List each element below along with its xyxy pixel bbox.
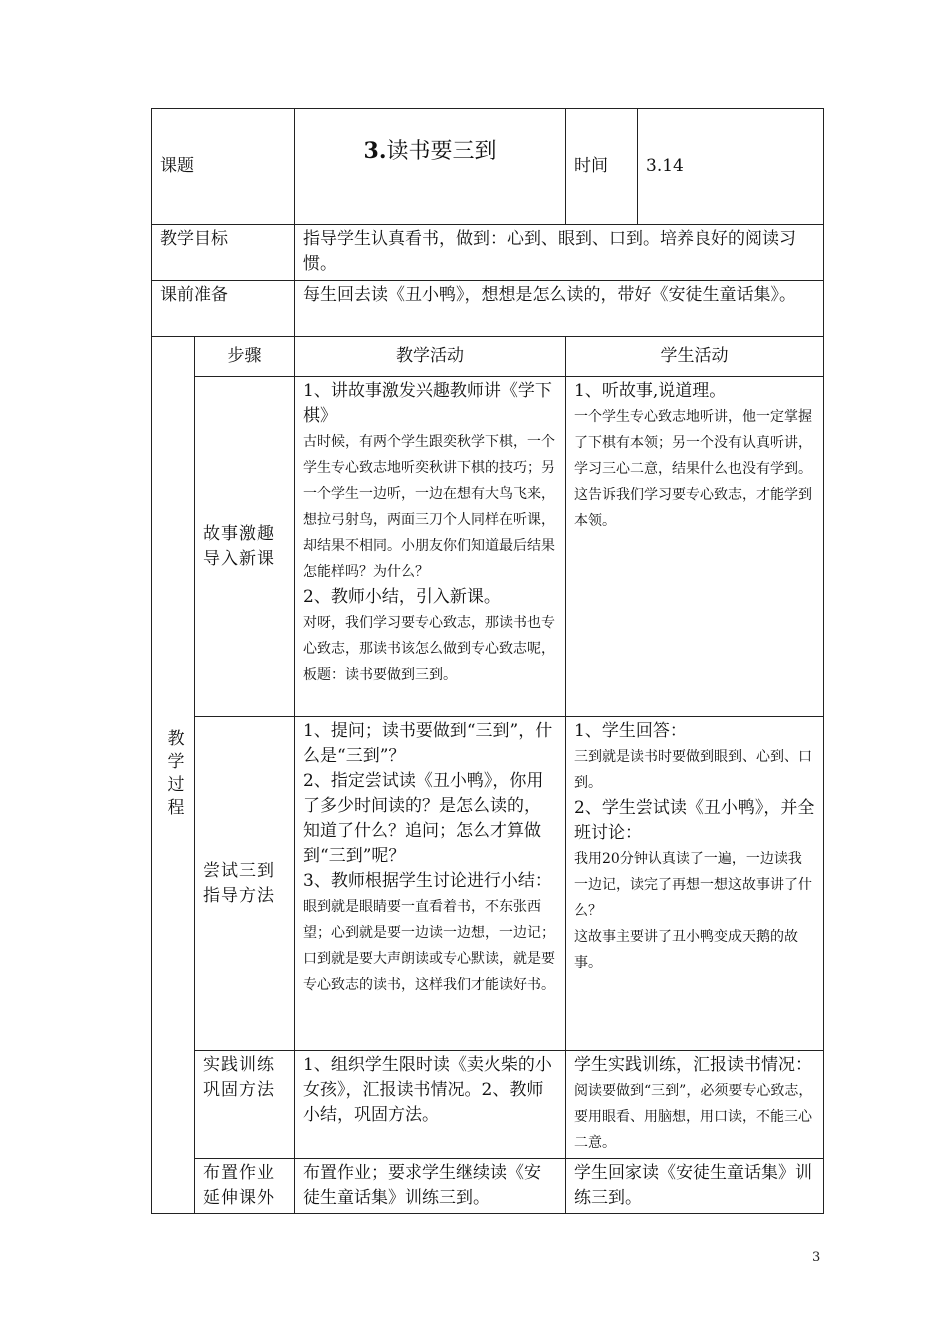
step-name: 尝试三到指导方法 <box>195 717 295 1051</box>
teacher-activity <box>295 1159 566 1214</box>
student-activity <box>566 717 824 1051</box>
time-value: 3.14 <box>638 109 824 225</box>
lesson-title <box>295 109 566 225</box>
activity-paragraph: 2、教师小结，引入新课。 <box>303 587 501 607</box>
activity-paragraph: 眼到就是眼睛要一直看着书，不东张西望；心到就是要一边读一边想，一边记；口到就是要大声朗读或专心默读，就是要专心致志的读书，这样我们才能读好书。 <box>303 899 555 993</box>
activity-paragraph: 我用20分钟认真读了一遍，一边读我一边记，读完了再想一想这故事讲了什么？ <box>574 851 813 919</box>
prep-text: 每生回去读《丑小鸭》，想想是怎么读的，带好《安徒生童话集》。 <box>295 281 824 337</box>
goal-label: 教学目标 <box>152 225 295 281</box>
activity-paragraph: 学生回家读《安徒生童话集》训练三到。 <box>574 1163 813 1208</box>
page-number: 3 <box>812 1250 821 1265</box>
activity-paragraph: 2、学生尝试读《丑小鸭》，并全班讨论： <box>574 798 815 843</box>
student-activity <box>566 377 824 717</box>
lesson-plan-table <box>151 108 824 1214</box>
time-label: 时间 <box>566 109 638 225</box>
activity-paragraph: 1、听故事,说道理。 <box>574 381 727 401</box>
goal-text: 指导学生认真看书，做到：心到、眼到、口到。培养良好的阅读习惯。 <box>295 225 824 281</box>
activity-paragraph: 1、讲故事激发兴趣教师讲《学下棋》 <box>303 381 552 426</box>
step-name: 实践训练巩固方法 <box>195 1051 295 1159</box>
activity-paragraph: 1、组织学生限时读《卖火柴的小女孩》，汇报读书情况。2、教师小结，巩固方法。 <box>303 1055 552 1125</box>
activity-paragraph: 1、学生回答： <box>574 721 687 741</box>
activity-paragraph: 布置作业；要求学生继续读《安徒生童话集》训练三到。 <box>303 1163 541 1208</box>
activity-paragraph: 三到就是读书时要做到眼到、心到、口到。 <box>574 749 813 791</box>
teacher-activity <box>295 377 566 717</box>
topic-label: 课题 <box>152 109 295 225</box>
process-label: 教学过程 <box>163 729 184 821</box>
activity-paragraph: 这故事主要讲了丑小鸭变成天鹅的故事。 <box>574 929 799 971</box>
col-header-student: 学生活动 <box>566 337 824 377</box>
prep-label: 课前准备 <box>152 281 295 337</box>
student-activity <box>566 1051 824 1159</box>
student-activity <box>566 1159 824 1214</box>
teacher-activity <box>295 717 566 1051</box>
activity-paragraph: 学生实践训练，汇报读书情况： <box>574 1055 813 1075</box>
title-text: 读书要三到 <box>386 139 497 164</box>
step-name: 布置作业延伸课外 <box>195 1159 295 1214</box>
teacher-activity <box>295 1051 566 1159</box>
activity-paragraph: 对呀，我们学习要专心致志，那读书也专心致志，那读书该怎么做到专心致志呢，板题：读书要做到三到。 <box>303 615 555 683</box>
col-header-teacher: 教学活动 <box>295 337 566 377</box>
title-number: 3. <box>363 138 387 164</box>
activity-paragraph: 1、提问；读书要做到“三到”，什么是“三到”？ <box>303 721 553 766</box>
col-header-step: 步骤 <box>195 337 295 377</box>
activity-paragraph: 古时候，有两个学生跟奕秋学下棋，一个学生专心致志地听奕秋讲下棋的技巧；另一个学生一边听，一边在想有大鸟飞来，想拉弓射鸟，两面三刀个人同样在听课，却结果不相同。小朋友你们知道最后结果怎能样吗？为什么？ <box>303 434 555 580</box>
step-name: 故事激趣导入新课 <box>195 377 295 717</box>
activity-paragraph: 阅读要做到“三到”，必须要专心致志，要用眼看、用脑想，用口读，不能三心二意。 <box>574 1083 813 1151</box>
activity-paragraph: 2、指定尝试读《丑小鸭》，你用了多少时间读的？是怎么读的，知道了什么？追问；怎么才算做到“三到”呢？ <box>303 771 544 866</box>
activity-paragraph: 3、教师根据学生讨论进行小结： <box>303 871 552 891</box>
activity-paragraph: 一个学生专心致志地听讲，他一定掌握了下棋有本领；另一个没有认真听讲，学习三心二意，结果什么也没有学到。这告诉我们学习要专心致志，才能学到本领。 <box>574 409 813 529</box>
process-label-cell <box>152 337 195 1214</box>
